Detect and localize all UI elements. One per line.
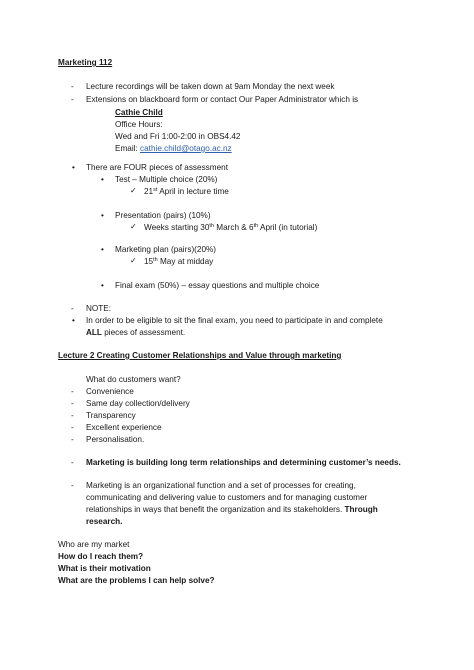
want-item: Transparency	[86, 411, 136, 420]
presentation-dates: Weeks starting 30th March & 6th April (in tutorial)	[144, 223, 318, 232]
test-date: 21st April in lecture time	[144, 187, 229, 196]
definition-line-3: relationships in ways that benefit the organization and its stakeholders. Through	[86, 505, 378, 514]
want-item: Convenience	[86, 387, 134, 396]
dash-marker: -	[71, 481, 74, 490]
question: What do customers want?	[86, 375, 181, 384]
dash-marker: -	[71, 423, 74, 432]
dash-marker: -	[71, 458, 74, 467]
dash-marker: -	[71, 435, 74, 444]
bullet-marker: •	[72, 316, 75, 325]
dash-marker: -	[71, 411, 74, 420]
list-item: Extensions on blackboard form or contact Our Paper Administrator which is	[86, 95, 359, 104]
list-item: Lecture recordings will be taken down at 9am Monday the next week	[86, 82, 335, 91]
bullet-marker: •	[101, 245, 104, 254]
assessment-test: Test – Multiple choice (20%)	[115, 175, 218, 184]
email-label: Email:	[115, 144, 141, 153]
key-point: Marketing is building long term relationships and determining customer’s needs.	[86, 458, 401, 467]
question-3: What is their motivation	[58, 564, 151, 573]
note-line-2: ALL pieces of assessment.	[86, 328, 186, 337]
note-line-1: In order to be eligible to sit the final exam, you need to participate in and complete	[86, 316, 383, 325]
assessment-plan: Marketing plan (pairs)(20%)	[115, 245, 217, 254]
checkmark-icon: ✓	[130, 256, 137, 265]
question-1: Who are my market	[58, 540, 130, 549]
plan-date: 15th May at midday	[144, 257, 214, 266]
want-item: Personalisation.	[86, 435, 145, 444]
admin-name: Cathie Child	[115, 108, 163, 117]
email-link[interactable]: cathie.child@otago.ac.nz	[140, 144, 232, 153]
checkmark-icon: ✓	[130, 186, 137, 195]
bullet-marker: •	[101, 281, 104, 290]
dash-marker: -	[71, 82, 74, 91]
dash-marker: -	[71, 387, 74, 396]
assessment-final: Final exam (50%) – essay questions and multiple choice	[115, 281, 320, 290]
section-heading: Lecture 2 Creating Customer Relationships and Value through marketing	[58, 351, 342, 360]
assessment-presentation: Presentation (pairs) (10%)	[115, 211, 211, 220]
definition-line-4: research.	[86, 517, 123, 526]
dash-marker: -	[71, 304, 74, 313]
bullet-marker: •	[72, 163, 75, 172]
note-label: NOTE:	[86, 304, 112, 313]
bullet-marker: •	[101, 175, 104, 184]
want-item: Same day collection/delivery	[86, 399, 190, 408]
checkmark-icon: ✓	[130, 222, 137, 231]
office-hours: Wed and Fri 1:00-2:00 in OBS4.42	[115, 132, 241, 141]
question-2: How do I reach them?	[58, 552, 144, 561]
want-item: Excellent experience	[86, 423, 162, 432]
bullet-marker: •	[101, 211, 104, 220]
office-hours-label: Office Hours:	[115, 120, 163, 129]
definition-line-2: communicating and delivering value to customers and for managing customer	[86, 493, 368, 502]
dash-marker: -	[71, 95, 74, 104]
page-title: Marketing 112	[58, 58, 113, 67]
assessment-intro: There are FOUR pieces of assessment	[86, 163, 228, 172]
dash-marker: -	[71, 399, 74, 408]
email-line	[115, 145, 232, 153]
definition-line-1: Marketing is an organizational function and a set of processes for creating,	[86, 481, 356, 490]
question-4: What are the problems I can help solve?	[58, 576, 215, 585]
